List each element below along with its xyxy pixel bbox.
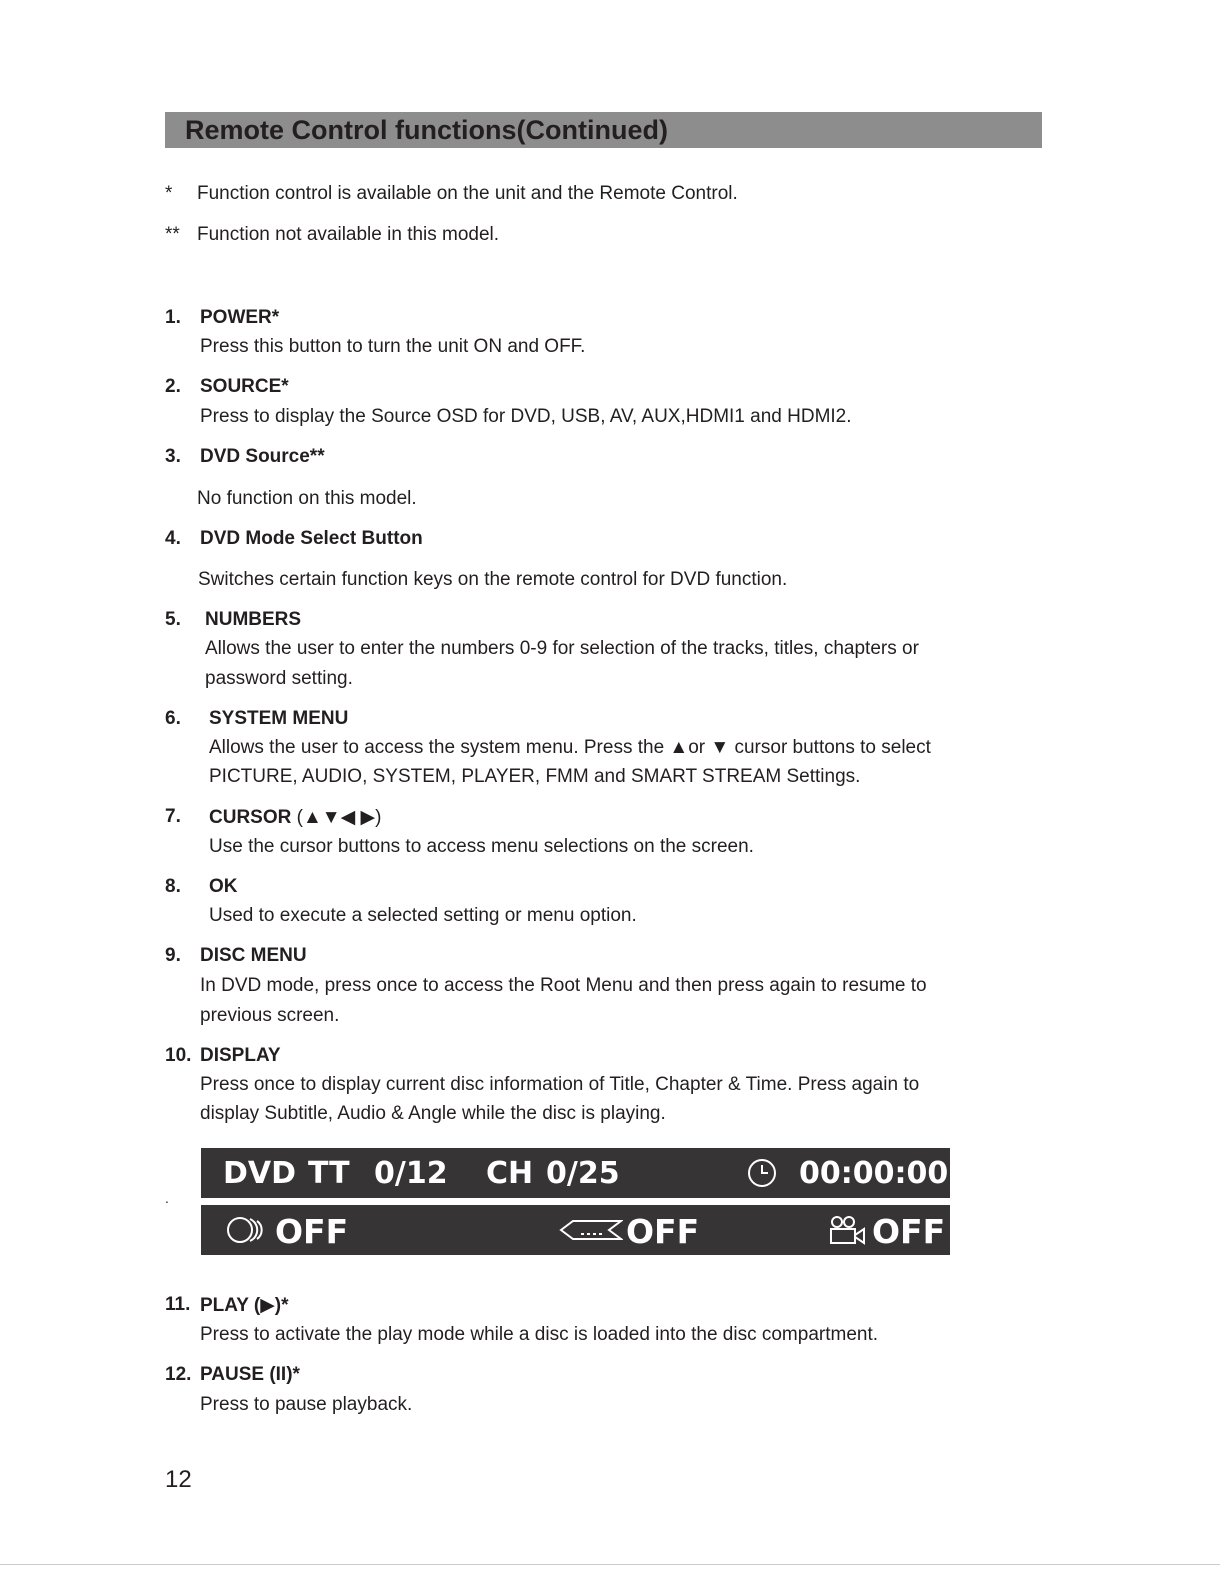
note-mark: ** xyxy=(165,224,180,245)
item-title: NUMBERS xyxy=(205,609,302,630)
item-title: SYSTEM MENU xyxy=(209,708,349,729)
item-description: Allows the user to access the system menu. Press the ▲or ▼ cursor buttons to select xyxy=(209,737,931,758)
item-number: 10. xyxy=(165,1045,192,1066)
item-number: 11. xyxy=(165,1294,191,1315)
item-description: No function on this model. xyxy=(197,488,417,509)
item-title: DVD Source** xyxy=(200,446,325,467)
item-title: DVD Mode Select Button xyxy=(200,528,423,549)
item-title: POWER* xyxy=(200,307,280,328)
item-description: Use the cursor buttons to access menu selections on the screen. xyxy=(209,836,754,857)
note-text: Function not available in this model. xyxy=(197,224,500,245)
osd-chapter-label: CH xyxy=(486,1156,534,1191)
cursor-arrows: (▲▼◀ ▶) xyxy=(296,807,382,828)
item-description: Switches certain function keys on the remote control for DVD function. xyxy=(198,569,788,590)
item-number: 2. xyxy=(165,376,181,397)
osd-subtitle-state: OFF xyxy=(626,1212,700,1251)
item-description: previous screen. xyxy=(200,1005,340,1026)
item-description: Press to activate the play mode while a disc is loaded into the disc compartment. xyxy=(200,1324,879,1345)
item-title: DISPLAY xyxy=(200,1045,281,1066)
item-description: In DVD mode, press once to access the Root Menu and then press again to resume to xyxy=(200,975,927,996)
item-description: Press once to display current disc information of Title, Chapter & Time. Press again to xyxy=(200,1074,920,1095)
item-title xyxy=(209,806,381,829)
osd-info-bar xyxy=(201,1148,950,1198)
osd-title-value: 0/12 xyxy=(374,1156,448,1191)
osd-status-bar xyxy=(201,1205,950,1255)
item-number: 5. xyxy=(165,609,181,630)
osd-source: DVD xyxy=(223,1156,297,1191)
item-description: Allows the user to enter the numbers 0-9 for selection of the tracks, titles, chapters or xyxy=(205,638,919,659)
osd-chapter-value: 0/25 xyxy=(546,1156,620,1191)
item-description: password setting. xyxy=(205,668,353,689)
item-description: Used to execute a selected setting or menu option. xyxy=(209,905,637,926)
item-number: 7. xyxy=(165,806,181,827)
item-title: SOURCE* xyxy=(200,376,289,397)
osd-time: 00:00:00 xyxy=(799,1156,949,1191)
note-text: Function control is available on the unit and the Remote Control. xyxy=(197,183,738,204)
item-number: 6. xyxy=(165,708,181,729)
item-number: 4. xyxy=(165,528,181,549)
item-description: PICTURE, AUDIO, SYSTEM, PLAYER, FMM and SMART STREAM Settings. xyxy=(209,766,861,787)
page-bottom-divider xyxy=(0,1564,1220,1565)
audio-icon xyxy=(226,1215,272,1245)
note-mark: * xyxy=(165,183,173,204)
item-description: Press to pause playback. xyxy=(200,1394,413,1415)
item-number: 1. xyxy=(165,307,181,328)
item-title: PAUSE (II)* xyxy=(200,1364,300,1385)
item-number: 9. xyxy=(165,945,181,966)
section-header xyxy=(165,112,1042,148)
page-number: 12 xyxy=(165,1466,192,1493)
item-title: OK xyxy=(209,876,238,897)
item-description: Press to display the Source OSD for DVD, USB, AV, AUX,HDMI1 and HDMI2. xyxy=(200,406,852,427)
osd-angle-state: OFF xyxy=(872,1212,946,1251)
item-description: display Subtitle, Audio & Angle while the disc is playing. xyxy=(200,1103,666,1124)
item-title: DISC MENU xyxy=(200,945,307,966)
item-number: 12. xyxy=(165,1364,192,1385)
item-number: 3. xyxy=(165,446,181,467)
subtitle-icon xyxy=(559,1219,623,1241)
clock-icon xyxy=(746,1157,778,1189)
item-title-text: CURSOR xyxy=(209,807,292,828)
item-number: 8. xyxy=(165,876,181,897)
camera-angle-icon xyxy=(828,1215,868,1245)
osd-title-label: TT xyxy=(308,1156,350,1191)
stray-mark: . xyxy=(165,1190,169,1206)
osd-audio-state: OFF xyxy=(275,1212,349,1251)
item-title: PLAY (▶)* xyxy=(200,1295,289,1316)
item-description: Press this button to turn the unit ON and OFF. xyxy=(200,336,586,357)
page-title: Remote Control functions(Continued) xyxy=(185,115,668,145)
